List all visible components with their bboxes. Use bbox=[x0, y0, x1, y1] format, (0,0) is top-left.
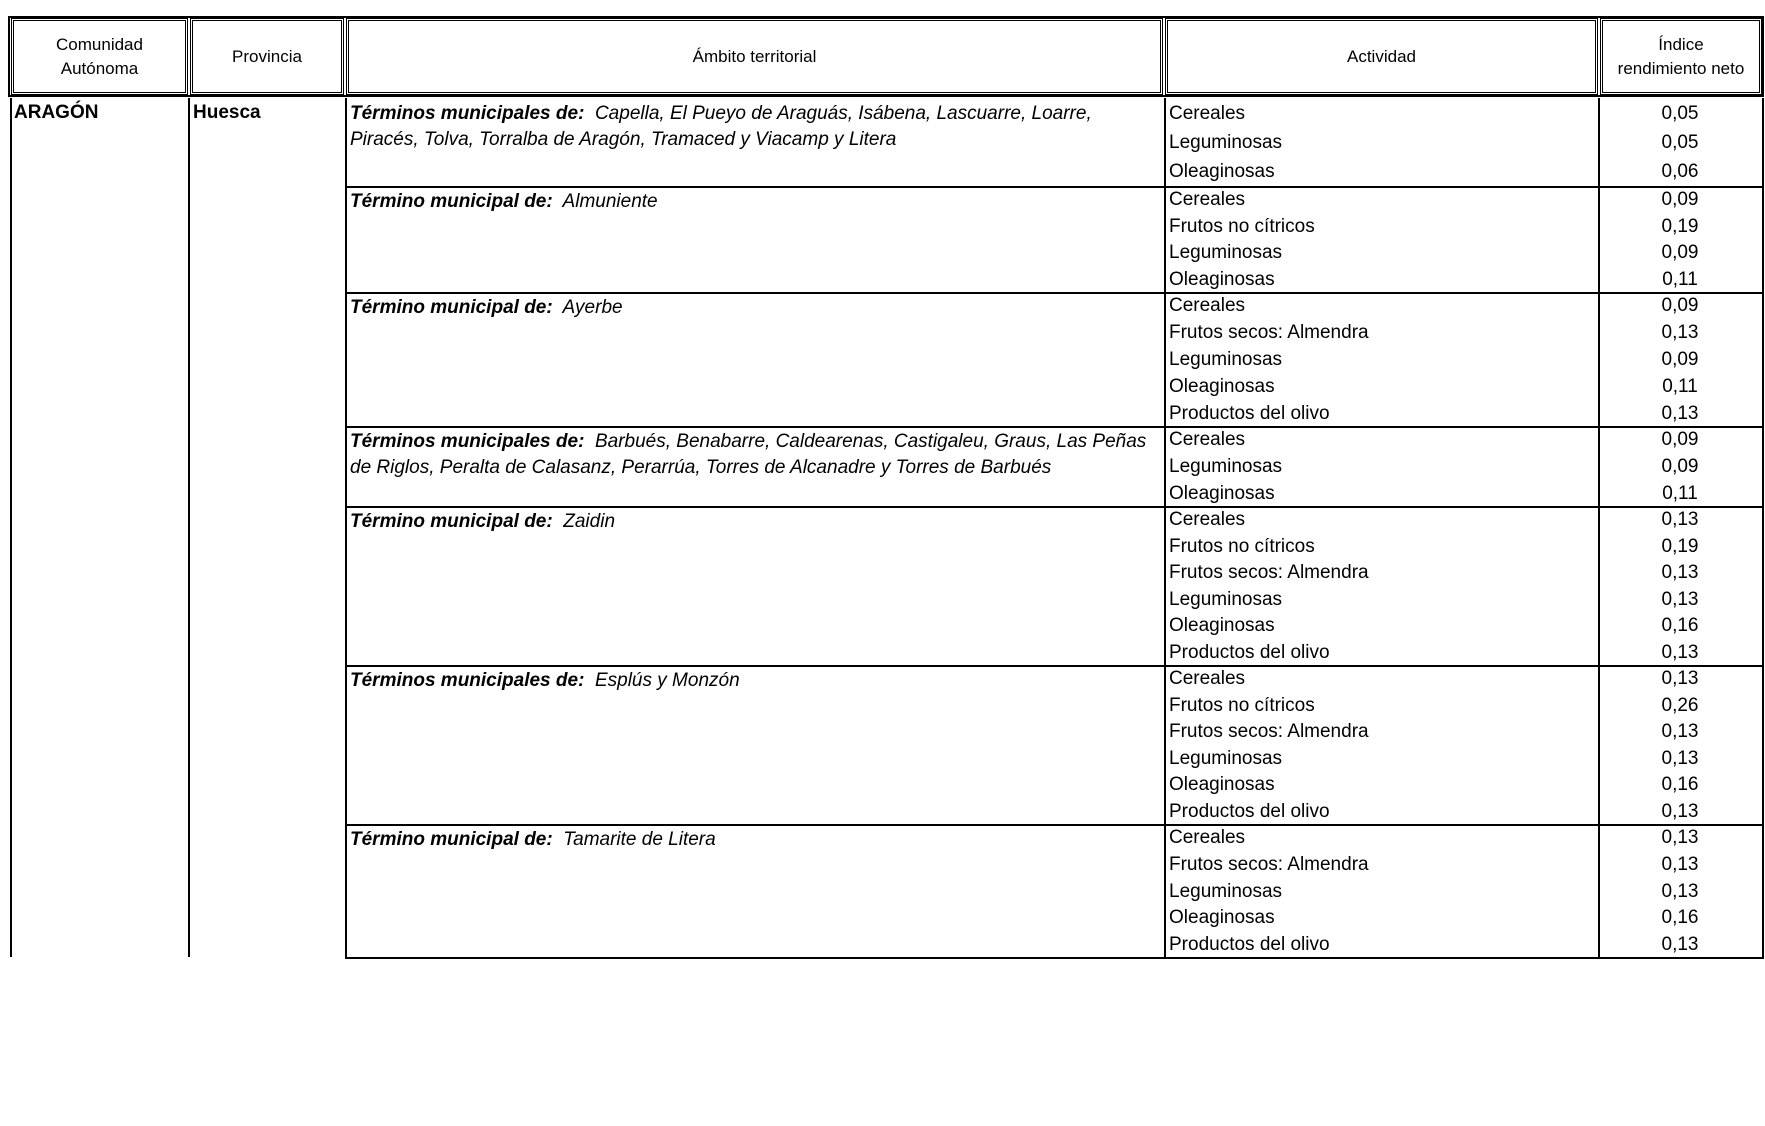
ambito-prefix: Término municipal de: bbox=[350, 511, 553, 532]
actividad-cell: Leguminosas bbox=[1169, 588, 1283, 610]
actividad-cell: Productos del olivo bbox=[1169, 800, 1330, 822]
indice-cell: 0,13 bbox=[1661, 853, 1699, 875]
indice-cell: 0,13 bbox=[1661, 933, 1699, 955]
ambito-municipios: Almuniente bbox=[552, 191, 658, 212]
group-separator bbox=[345, 292, 1764, 294]
indice-cell: 0,09 bbox=[1661, 349, 1699, 370]
ambito-prefix: Término municipal de: bbox=[350, 829, 553, 850]
group-separator bbox=[345, 665, 1764, 667]
actividad-cell: Leguminosas bbox=[1169, 349, 1283, 370]
actividad-cell: Oleaginosas bbox=[1169, 774, 1275, 796]
col-divider bbox=[1164, 98, 1166, 957]
ambito-municipios: Ayerbe bbox=[552, 297, 623, 318]
actividad-cell: Oleaginosas bbox=[1169, 161, 1275, 183]
actividad-cell: Frutos no cítricos bbox=[1169, 215, 1315, 237]
ambito-cell bbox=[350, 295, 1159, 321]
indice-cell: 0,16 bbox=[1661, 615, 1699, 637]
indice-cell: 0,13 bbox=[1661, 402, 1699, 424]
actividad-cell: Oleaginosas bbox=[1169, 482, 1275, 504]
actividad-cell: Cereales bbox=[1169, 509, 1246, 531]
actividad-cell: Oleaginosas bbox=[1169, 268, 1275, 290]
actividad-cell: Frutos secos: Almendra bbox=[1169, 562, 1369, 584]
indice-cell: 0,05 bbox=[1661, 102, 1699, 124]
actividad-cell: Frutos secos: Almendra bbox=[1169, 721, 1369, 743]
ambito-cell bbox=[350, 429, 1159, 481]
indice-cell: 0,13 bbox=[1661, 800, 1699, 822]
actividad-cell: Frutos secos: Almendra bbox=[1169, 322, 1369, 344]
indice-cell: 0,13 bbox=[1661, 322, 1699, 344]
col-divider bbox=[1762, 98, 1764, 957]
group-separator bbox=[345, 506, 1764, 508]
indice-cell: 0,13 bbox=[1661, 747, 1699, 769]
ambito-prefix: Término municipal de: bbox=[350, 191, 553, 212]
actividad-cell: Productos del olivo bbox=[1169, 641, 1330, 663]
ambito-cell bbox=[350, 668, 1159, 694]
indice-cell: 0,13 bbox=[1661, 588, 1699, 610]
ambito-municipios: Barbués, Benabarre, Caldearenas, Castigaleu, Graus, Las Peñas de Riglos, Peralta de Calasanz, Perarrúa, Torres de Alcanadre y Torres de Barbués bbox=[350, 431, 1147, 478]
indice-cell: 0,09 bbox=[1661, 242, 1699, 264]
actividad-cell: Cereales bbox=[1169, 189, 1246, 211]
actividad-cell: Leguminosas bbox=[1169, 242, 1283, 264]
indice-cell: 0,13 bbox=[1661, 827, 1699, 849]
group-separator bbox=[345, 426, 1764, 428]
indice-cell: 0,13 bbox=[1661, 509, 1699, 531]
indice-cell: 0,19 bbox=[1661, 535, 1699, 557]
indice-cell: 0,09 bbox=[1661, 189, 1699, 211]
header-ambito: Ámbito territorial bbox=[346, 18, 1163, 95]
actividad-cell: Leguminosas bbox=[1169, 747, 1283, 769]
header-provincia: Provincia bbox=[190, 18, 344, 95]
actividad-cell: Cereales bbox=[1169, 668, 1246, 690]
actividad-cell: Oleaginosas bbox=[1169, 907, 1275, 929]
indice-cell: 0,06 bbox=[1661, 161, 1699, 183]
indice-cell: 0,13 bbox=[1661, 668, 1699, 690]
indice-cell: 0,13 bbox=[1661, 562, 1699, 584]
actividad-cell: Leguminosas bbox=[1169, 132, 1283, 153]
indice-cell: 0,16 bbox=[1661, 907, 1699, 929]
indice-cell: 0,11 bbox=[1662, 268, 1698, 290]
actividad-cell: Frutos no cítricos bbox=[1169, 694, 1315, 716]
ambito-prefix: Término municipal de: bbox=[350, 297, 553, 318]
indice-cell: 0,13 bbox=[1661, 880, 1699, 902]
indice-cell: 0,19 bbox=[1661, 215, 1699, 237]
header-actividad: Actividad bbox=[1165, 18, 1598, 95]
ambito-municipios: Capella, El Pueyo de Araguás, Isábena, Lascuarre, Loarre, Piracés, Tolva, Torralba de Aragón, Tramaced y Viacamp y Litera bbox=[350, 103, 1092, 150]
ambito-prefix: Términos municipales de: bbox=[350, 103, 585, 124]
actividad-cell: Productos del olivo bbox=[1169, 933, 1330, 955]
actividad-cell: Leguminosas bbox=[1169, 880, 1283, 902]
provincia-cell: Huesca bbox=[193, 102, 261, 123]
actividad-cell: Frutos secos: Almendra bbox=[1169, 853, 1369, 875]
group-separator bbox=[345, 957, 1764, 959]
ambito-cell bbox=[350, 101, 1159, 153]
ambito-municipios: Tamarite de Litera bbox=[552, 829, 716, 850]
indice-cell: 0,05 bbox=[1661, 132, 1699, 153]
actividad-cell: Cereales bbox=[1169, 295, 1246, 317]
actividad-cell: Frutos no cítricos bbox=[1169, 535, 1315, 557]
ambito-municipios: Esplús y Monzón bbox=[584, 670, 740, 691]
header-indice: Índice rendimiento neto bbox=[1600, 18, 1762, 95]
indice-cell: 0,26 bbox=[1661, 694, 1699, 716]
indice-cell: 0,09 bbox=[1661, 295, 1699, 317]
indice-cell: 0,13 bbox=[1661, 641, 1699, 663]
ambito-cell bbox=[350, 509, 1159, 535]
actividad-cell: Cereales bbox=[1169, 429, 1246, 451]
ambito-cell bbox=[350, 189, 1159, 215]
actividad-cell: Oleaginosas bbox=[1169, 615, 1275, 637]
actividad-cell: Cereales bbox=[1169, 827, 1246, 849]
comunidad-cell: ARAGÓN bbox=[14, 102, 99, 123]
actividad-cell: Leguminosas bbox=[1169, 456, 1283, 477]
indice-cell: 0,09 bbox=[1661, 429, 1699, 451]
col-divider bbox=[188, 98, 190, 957]
header-comunidad: Comunidad Autónoma bbox=[11, 18, 188, 95]
group-separator bbox=[345, 186, 1764, 188]
indice-cell: 0,16 bbox=[1661, 774, 1699, 796]
ambito-prefix: Términos municipales de: bbox=[350, 431, 585, 452]
actividad-cell: Productos del olivo bbox=[1169, 402, 1330, 424]
actividad-cell: Oleaginosas bbox=[1169, 375, 1275, 397]
ambito-cell bbox=[350, 827, 1159, 853]
col-divider bbox=[345, 98, 347, 957]
indice-cell: 0,13 bbox=[1661, 721, 1699, 743]
group-separator bbox=[345, 824, 1764, 826]
indice-cell: 0,11 bbox=[1662, 482, 1698, 504]
indice-cell: 0,11 bbox=[1662, 375, 1698, 397]
col-divider bbox=[10, 98, 12, 957]
actividad-cell: Cereales bbox=[1169, 102, 1246, 124]
ambito-municipios: Zaidin bbox=[552, 511, 616, 532]
ambito-prefix: Términos municipales de: bbox=[350, 670, 585, 691]
indice-cell: 0,09 bbox=[1661, 456, 1699, 477]
